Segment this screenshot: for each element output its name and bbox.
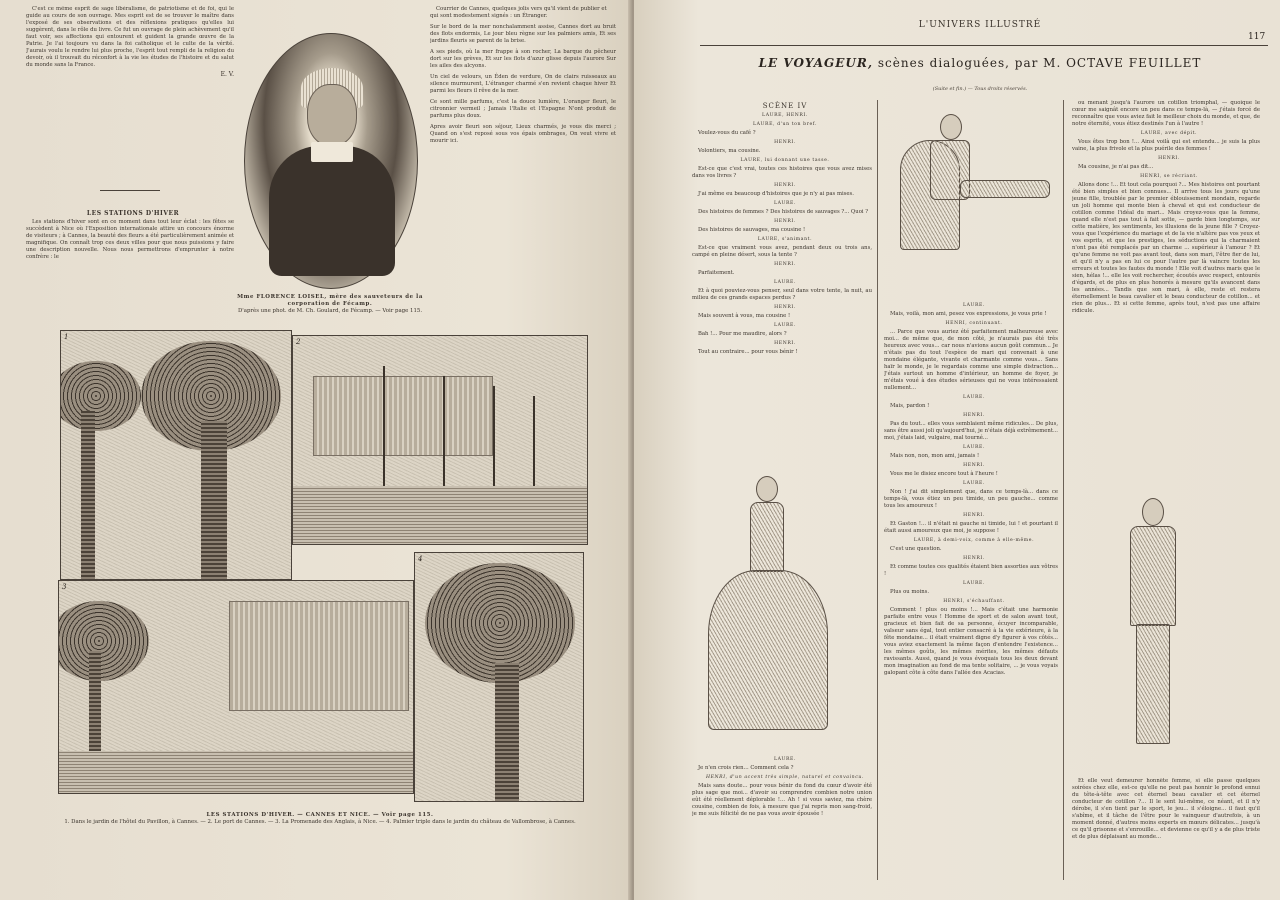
henri-trousers-shape [1136, 624, 1170, 744]
speaker-label: LAURE, à demi-voix, comme à elle-même. [913, 538, 1035, 543]
speaker-label: HENRI. [1158, 156, 1180, 161]
engraving-promenade-anglais [58, 580, 414, 794]
dialogue-line: Des histoires de sauvages, ma cousine ! [698, 227, 806, 233]
intro-text: C'est ce même esprit de sage libéralisme, de patriotisme et de foi, qui le guide au cours de son ouvrage. Mes esprit est de se trouver le maître dans l'exposé de ses observations et des réflexions pratiques qu'elles lui suggèrent, dans le rôle du livre. Ce fut un ouvrage de plein achèvement qu'il faut voir, ses affections qui entourent et guident la grande œuvre de la Patrie. Je l'ai toujours vu dans la foi catholique et le culte de la vérité. J'aurais voulu le rendre lui plus proche, l'esprit tout rempli de la religion du devoir, où il trouvait du réconfort à la vie les études de l'histoire et du salut du monde sans la France. [26, 6, 234, 68]
portrait-engraving [244, 33, 418, 289]
section-column [26, 204, 234, 314]
speaker-label: HENRI, se récriant. [1140, 174, 1198, 179]
henri-head-shape [940, 114, 962, 140]
engraving-caption-detail: 1. Dans le jardin de l'hôtel du Pavillon, à Cannes. — 2. Le port de Cannes. — 3. La Promenade des Anglais, à Nice. — 4. Palmier triple dans le jardin du château de Vallombrose, à Cannes. [64, 819, 576, 825]
poem-stanza: Apres avoir fleuri son séjour, Lieux charmés, je vous dis merci ; Quand on s'est reposé sous vos épais ombrages, On veut vivre et mourir ici. [430, 124, 616, 144]
section-divider [100, 190, 160, 191]
feature-title-main: LE VOYAGEUR, [758, 56, 874, 70]
speaker-label: LAURE. [773, 280, 797, 285]
dialogue-line: Je n'en crois rien... Comment cela ? [698, 765, 794, 771]
laure-illustration [698, 470, 838, 740]
speaker-label: HENRI. [963, 463, 985, 468]
dialogue-line: Mais non, non, mon ami, jamais ! [890, 453, 980, 459]
portrait-face [307, 84, 357, 146]
dialogue-column-1 [692, 100, 872, 460]
henri-legs-shape [960, 180, 1050, 198]
dialogue-line: Non ! j'ai dit simplement que, dans ce temps-là... dans ce temps-là, vous étiez un peu timide, un peu gauche... comme tous les amoureux ! [884, 489, 1058, 509]
speaker-label: LAURE. [962, 445, 986, 450]
dialogue-line: Mais, pardon ! [890, 403, 930, 409]
portrait-caption [230, 294, 430, 315]
dialogue-line: Mais souvent à vous, ma cousine ! [698, 313, 791, 319]
ship-mast-shape [443, 376, 445, 486]
speaker-label: HENRI. [963, 513, 985, 518]
speaker-label: HENRI. [774, 140, 796, 145]
harbor-water-shape [293, 486, 588, 545]
illustration-caption: LAURE. [962, 303, 986, 308]
dialogue-line: Pas du tout... elles vous semblaient même ridicules... De plus, sans être aussi joli qu'aujourd'hui, je n'étais déjà extrêmement... moi, j'étais laid, vulgaire, mal tourné... [884, 421, 1058, 441]
speaker-label: LAURE. [773, 201, 797, 206]
page-number: 117 [1248, 32, 1266, 42]
palm-trunk-shape [495, 663, 519, 802]
feature-title [700, 56, 1260, 70]
scene-heading: SCÈNE IV [762, 102, 808, 110]
engraving-cannes-port [292, 335, 588, 545]
speaker-label: LAURE, d'un ton bref. [752, 122, 818, 127]
illustration-caption: LAURE. [773, 757, 797, 762]
dialogue-list [884, 394, 1058, 677]
henri-seated-illustration [900, 110, 1050, 280]
portrait-caption-title: Mme FLORENCE LOISEL, mère des sauveteurs de la corporation de Fécamp. [237, 294, 423, 307]
poem-stanza: Ce sont mille parfums, c'est la douce lumière, L'oranger fleuri, le citronnier vermeil ; Jamais l'Italie et l'Espagne N'ont produit de parfums plus doux. [430, 99, 616, 119]
henri-coat-shape [1130, 526, 1176, 626]
poem-column [430, 6, 616, 316]
engraving-number: 4 [418, 555, 423, 563]
portrait-caption-credit: D'après une phot. de M. Ch. Goulard, de Fécamp. — Voir page 115. [237, 308, 423, 314]
speaker-label: HENRI. [774, 262, 796, 267]
dialogue-column-3-lower [1072, 778, 1260, 888]
engraving-triple-palm [414, 552, 584, 802]
header-rule [700, 45, 1268, 46]
left-page [0, 0, 632, 900]
speaker-label: HENRI. [774, 305, 796, 310]
dialogue-line: Voulez-vous du café ? [698, 130, 756, 136]
dialogue-line: Et à quoi pouviez-vous penser, seul dans votre tente, la nuit, au milieu de ces grands espaces perdus ? [692, 288, 872, 301]
engraving-caption-title: LES STATIONS D'HIVER. — CANNES ET NICE. — Voir page 115. [206, 812, 434, 818]
poem-stanza: Sur le bord de la mer nonchalamment assise, Cannes dort au bruit des flots endormis, Le jour bleu règne sur les palmiers amis, Et ses jardins fleuris se parent de la brise. [430, 24, 616, 44]
promenade-buildings-shape [229, 601, 409, 711]
dialogue-line: Et Gaston !... il n'était ni gauche ni timide, lui ! et pourtant il était aussi amoureux que moi, je suppose ! [884, 521, 1058, 534]
dialogue-line: Mais, voilà, mon ami, pesez vos expressions, je vous prie ! [890, 311, 1047, 317]
dialogue-line: Volontiers, ma cousine. [698, 148, 761, 154]
speaker-label: LAURE. [962, 581, 986, 586]
speaker-label: LAURE. [962, 395, 986, 400]
dialogue-line: Mais sans doute... pour vous bénir du fond du cœur d'avoir été plus sage que moi... d'avoir su comprendre combien notre union eût été réellement déplorable !... Ah ! si vous saviez, ma chère cousine, combien de fois, à mesure que j'ai repris mon sang-froid, je me suis félicité de ne pas vous avoir épousée ! [692, 783, 872, 817]
palm-fronds-shape [58, 601, 149, 681]
feature-title-byline: scènes dialoguées, par M. OCTAVE FEUILLET [877, 56, 1202, 70]
dialogue-line: Ma cousine, je n'ai pas dit... [1078, 164, 1154, 170]
dialogue-line: Des histoires de femmes ? Des histoires de sauvages ?... Quoi ? [698, 209, 869, 215]
dialogue-column-1-lower [692, 754, 872, 884]
column-rule [877, 100, 878, 880]
engraving-number: 2 [296, 338, 301, 346]
dialogue-list [692, 121, 872, 356]
engraving-hotel-garden [60, 330, 292, 580]
speaker-label: HENRI. [774, 341, 796, 346]
ship-mast-shape [383, 366, 385, 486]
dialogue-line: Allons donc !... Et tout cela pourquoi ?... Mes histoires ont pourtant été bien simples et bien connues... Il arrive tous les jours qu'une jeune fille, troublée par le premier éblouissement mondain, regarde un joli homme qui monte bien à cheval et qui est conducteur de cotillon comme l'idéal du mari... Mais croyez-vous que la femme, quand elle n'est pas tout à fait sotte, — garde bien longtemps, sur cette matière, les sentiments, les illusions de la jeune fille ? Croyez-vous que l'expérience du mariage et de la vie n'altère pas vos yeux et vos esprits, et que les prestiges, les séductions qui la charmaient n'ont pas été remplacés par un charme ... supérieur à l'amour ? Et qu'une femme ne voit pas avant tout, dans son mari, l'être fier de lui, et qu'il n'y a pas en lui ce pour l'autre par là vaincre toutes les erreurs et toutes les fautes du monde ! Elle voit d'autres maris que le sien, hélas !... elle les voit rechercher, écoutés avec respect, entourés d'égards, et de plus en plus honorés à mesure qu'ils avancent dans les années... Tandis que son mari, à elle, reste et restera éternellement le beau cavalier et le beau conducteur de cotillon... et rien de plus... Et si cette femme, après tout, n'est pas une affaire ridicule. [1072, 182, 1260, 314]
feature-note: (Suite et fin.) — Tous droits réservés. [932, 86, 1028, 92]
poem-source: Courrier de Cannes, quelques jolis vers qu'il vient de publier et qui sont modestement signés : un Étranger. [430, 6, 607, 19]
henri-standing-illustration [1100, 494, 1210, 754]
dialogue-column-3 [1072, 100, 1260, 490]
dialogue-line: Et comme toutes ces qualités étaient bien assorties aux vôtres ! [884, 564, 1058, 577]
promenade-road-shape [59, 751, 414, 794]
speaker-label: LAURE. [773, 323, 797, 328]
laure-bodice-shape [750, 502, 784, 572]
palm-fronds-shape [60, 361, 141, 431]
section-heading: LES STATIONS D'HIVER [86, 210, 180, 217]
running-head: L'UNIVERS ILLUSTRÉ [918, 20, 1042, 30]
dialogue-line: J'ai même eu beaucoup d'histoires que je n'y ai pas mises. [698, 191, 854, 197]
dialogue-line: Tout au contraire... pour vous bénir ! [698, 349, 798, 355]
engraving-number: 1 [64, 333, 69, 341]
dialogue-line: C'est une question. [890, 546, 942, 552]
engraving-number: 3 [62, 583, 67, 591]
palm-trunk-shape [81, 411, 95, 580]
poem-stanza: Un ciel de velours, un Éden de verdure, On de clairs ruisseaux au silence murmurent, L'étranger charmé s'en revient chaque hiver Et parmi les fleurs il rêve de la mer. [430, 74, 616, 94]
dialogue-line: Vous me le disiez encore tout à l'heure ! [890, 471, 998, 477]
ship-mast-shape [493, 386, 495, 486]
section-text: Les stations d'hiver sont en ce moment dans tout leur éclat : les fêtes se succèdent à Nice où l'Exposition internationale attire un concours énorme de visiteurs ; à Cannes, la beauté des fleurs a été particulièrement animée et magnifique. On connaît trop ces deux villes pour que nous puissions y faire une description nouvelle. Nous nous permettrons d'emprunter à notre confrère : le [26, 219, 234, 260]
laure-head-shape [756, 476, 778, 502]
speaker-label: HENRI. [774, 183, 796, 188]
column-rule [1063, 100, 1064, 880]
engraving-caption [40, 812, 600, 826]
laure-gown-shape [708, 570, 828, 730]
scene-cast: LAURE, HENRI. [762, 113, 808, 118]
dialogue-line: Parfaitement. [698, 270, 735, 276]
intro-column [26, 6, 234, 176]
palm-trunk-shape [201, 421, 227, 580]
speaker-label: LAURE, s'animant. [757, 237, 813, 242]
harbor-buildings-shape [313, 376, 493, 456]
dialogue-line: ou menant jusqu'à l'aurore un cotillon triomphal, — quoique le cœur me saignât encore un peu dans ce temps-là, — j'étais forcé de reconnaître que vous aviez fait le meilleur choix du monde, et que, de notre éternité, vous étiez destinés l'un à l'autre ! [1072, 100, 1260, 127]
speaker-label: LAURE, avec dépit. [1140, 131, 1198, 136]
dialogue-line: Bah !... Pour me maudire, alors ? [698, 331, 787, 337]
dialogue-line: Vous êtes trop bon !... Ainsi voilà qui est entendu... je suis la plus vaine, la plus frivole et la plus puérile des femmes ! [1072, 139, 1260, 152]
speaker-label: HENRI. [963, 556, 985, 561]
portrait-robe [269, 146, 395, 276]
dialogue-column-2 [884, 300, 1058, 880]
dialogue-line: Et elle veut demeurer honnête femme, si elle passe quelques soirées chez elle, est-ce qu'elle ne peut pas honnir le profond ennui du tête-à-tête avec cet éternel beau cavalier et cet éternel conducteur de cotillon ?... Il le sent lui-même, ce néant, et il n'y dérobe, il s'en tient par le sport, le jeu... il s'éloigne... il faut qu'il s'abîme, et il tâche de l'être pour le vainqueur d'autrefois, à un moment donné, d'autres moins experts en mœurs délicates... jusqu'à ce qu'il grisonne et s'enrouille... et devienne ce qu'il y a de plus triste et de plus déplaisant au monde... [1072, 778, 1260, 840]
poem-stanza: A ses pieds, où la mer frappe à son rocher, La barque du pêcheur dort sur les grèves, Et sur les flots d'azur glisse depuis l'aurore Sur les ailes des alcyons. [430, 49, 616, 69]
speaker-label: LAURE. [962, 481, 986, 486]
speaker-label: HENRI. [963, 413, 985, 418]
portrait-collar [311, 142, 353, 162]
dialogue-list [1072, 130, 1260, 315]
speaker-label: HENRI. [774, 219, 796, 224]
dialogue-line: ... Parce que vous auriez été parfaitement malheureuse avec moi... de même que, de mon côté, je n'aurais pas été très heureux avec vous... car nous n'avions aucun goût commun... Je n'étais pas du tout l'espèce de mari qui convenait à une mondaine élégante, vivante et charmante comme vous... Sans haïr le monde, je le regardais comme une simple distraction... J'étais surtout un homme d'intérieur, un homme de foyer, je m'étais voué à des études sérieuses qui ne vous intéressaient nullement... [884, 329, 1058, 391]
intro-signature: E. V. [220, 71, 234, 78]
stage-direction: HENRI, continuant. [945, 321, 1003, 326]
dialogue-line: Est-ce que c'est vrai, toutes ces histoires que vous avez mises dans vos livres ? [692, 166, 872, 179]
speaker-label: LAURE, lui donnant une tasse. [740, 158, 830, 163]
ship-mast-shape [533, 396, 535, 486]
speaker-label: HENRI, s'échauffant. [943, 599, 1005, 604]
dialogue-line: Est-ce que vraiment vous avez, pendant deux ou trois ans, campé en pleine désert, sous la tente ? [692, 245, 872, 258]
stage-direction: HENRI, d'un accent très simple, naturel et convaincu. [705, 775, 865, 780]
henri-head-shape [1142, 498, 1164, 526]
dialogue-line: Plus ou moins. [890, 589, 930, 595]
dialogue-line: Comment ! plus ou moins !... Mais c'était une harmonie parfaite entre vous ! Homme de sport et de salon avant tout, gracieux et bien fait de sa personne, écuyer incomparable, valseur sans égal, tout entier consacré à la vie extérieure, à la fête mondaine... il était vraiment digne d'y figurer à vos côtés... vous aviez exactement la même façon d'entendre l'existence... les mêmes goûts, les mêmes mérites, les mêmes défauts ravissants. Aussi, quand je vous évoquais tous les deux devant mon imagination au fond de ma tente solitaire, ... je vous voyais galopant côte à côte dans l'allée des Acacias. [884, 607, 1058, 676]
